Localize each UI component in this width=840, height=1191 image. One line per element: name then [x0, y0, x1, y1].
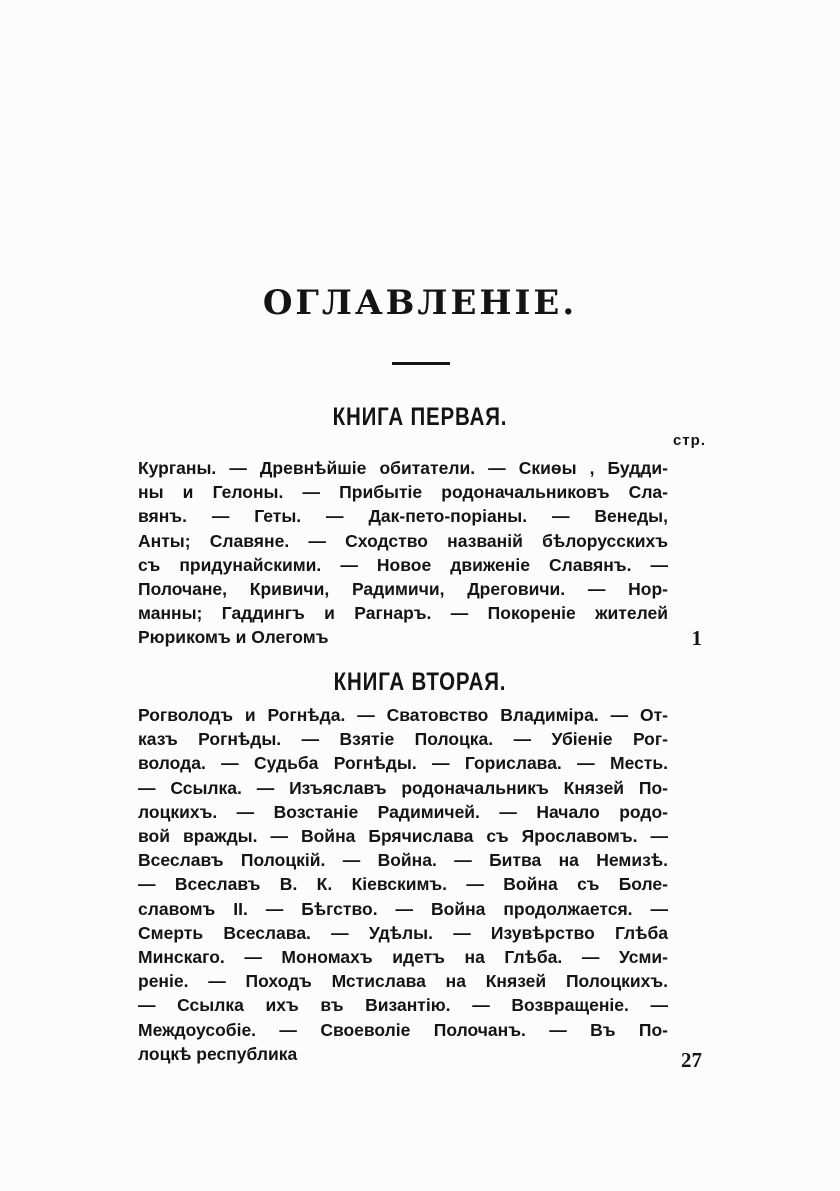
page-title: ОГЛАВЛЕНІЕ.: [262, 283, 578, 323]
contents-line: ны и Гелоны. — Прибытіе родоначальниковъ Сла-: [138, 482, 668, 503]
contents-line: Анты; Славяне. — Сходство названій бѣлорусскихъ: [138, 530, 668, 551]
contents-line: манны; Гаддингъ и Рагнаръ. — Покореніе жителей: [138, 603, 668, 624]
contents-line: лоцкихъ. — Возстаніе Радимичей. — Начало родо-: [138, 801, 668, 822]
book-2-page-number: 27: [681, 1048, 702, 1072]
contents-line: Курганы. — Древнѣйшіе обитатели. — Скиѳы , Будди-: [138, 458, 668, 478]
book-2-heading: КНИГА ВТОРАЯ.: [333, 668, 507, 696]
book-1-contents: [138, 456, 668, 650]
contents-line: Рогволодъ и Рогнѣда. — Сватовство Владиміра. — От-: [138, 705, 668, 725]
contents-line: славомъ II. — Бѣгство. — Война продолжается. —: [138, 898, 668, 919]
book-2-contents: [138, 703, 668, 1066]
contents-line: Междоусобіе. — Своеволіе Полочанъ. — Въ По-: [138, 1019, 668, 1040]
title-divider: [392, 362, 450, 365]
contents-line: Минскаго. — Мономахъ идетъ на Глѣба. — Усми-: [138, 947, 668, 968]
contents-line: — Всеславъ В. К. Кіевскимъ. — Война съ Боле-: [138, 874, 668, 895]
contents-line: вой вражды. — Война Брячислава съ Ярославомъ. —: [138, 826, 668, 847]
contents-line: реніе. — Походъ Мстислава на Князей Полоцкихъ.: [138, 971, 668, 992]
contents-line: — Ссылка. — Изъяславъ родоначальникъ Князей По-: [138, 777, 668, 798]
contents-line: Смерть Всеслава. — Удѣлы. — Изувѣрство Глѣба: [138, 922, 668, 943]
contents-line: Рюрикомъ и Олегомъ: [138, 627, 329, 648]
contents-line: вянъ. — Геты. — Дак-пето-поріаны. — Венеды,: [138, 506, 668, 527]
contents-line: — Ссылка ихъ въ Византію. — Возвращеніе. —: [138, 995, 668, 1016]
book-1-page-number: 1: [691, 626, 702, 650]
contents-line: Полочане, Кривичи, Радимичи, Дреговичи. — Нор-: [138, 579, 668, 600]
page-column-label: стр.: [672, 432, 706, 449]
contents-line: Всеславъ Полоцкій. — Война. — Битва на Немизѣ.: [138, 850, 668, 871]
contents-line: волода. — Судьба Рогнѣды. — Горислава. — Месть.: [138, 753, 668, 774]
contents-line: лоцкѣ республика: [138, 1043, 298, 1064]
contents-line: казъ Рогнѣды. — Взятіе Полоцка. — Убіеніе Рог-: [138, 729, 668, 750]
contents-line: съ придунайскими. — Новое движеніе Славянъ. —: [138, 554, 668, 575]
book-1-heading: КНИГА ПЕРВАЯ.: [332, 403, 508, 431]
